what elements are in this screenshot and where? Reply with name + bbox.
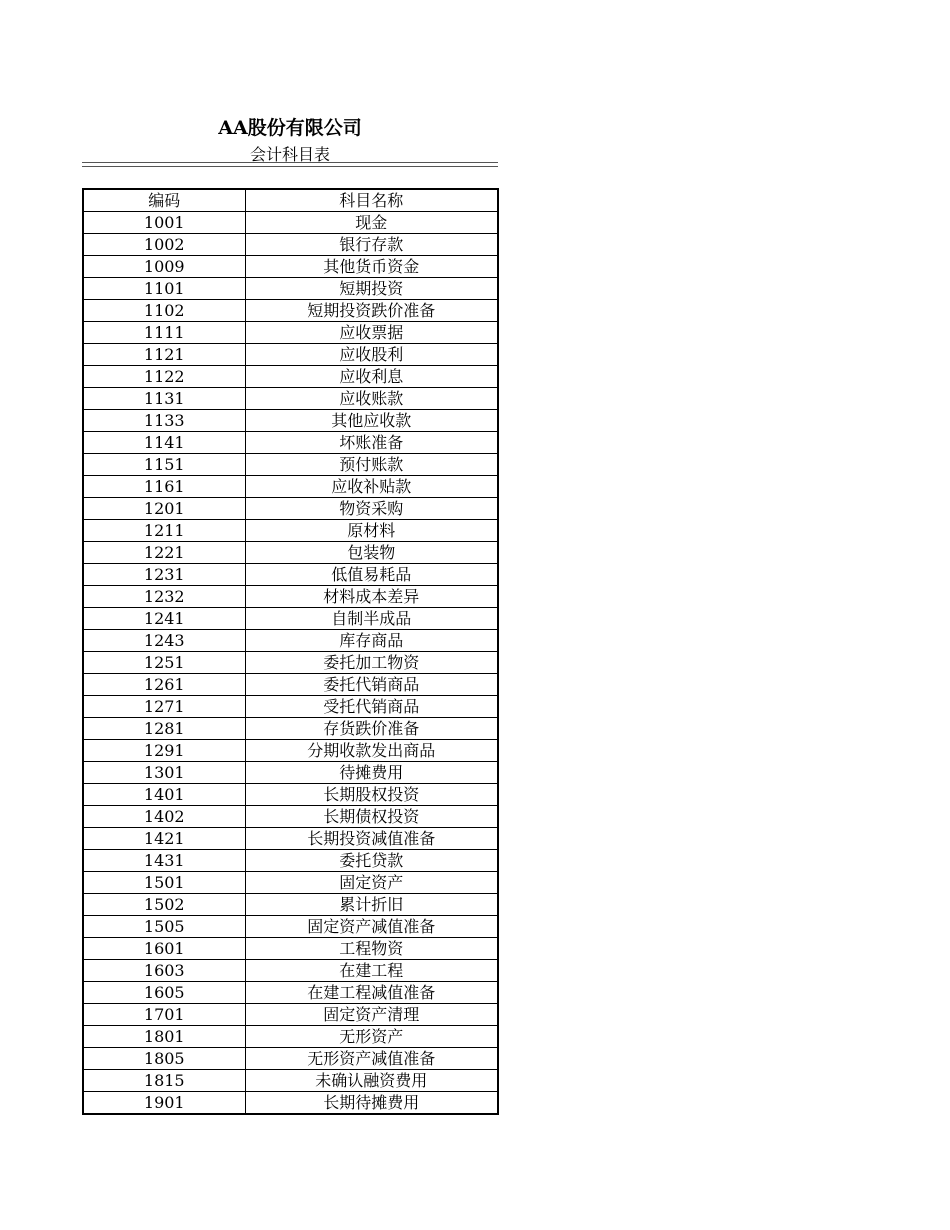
table-row xyxy=(83,498,498,520)
header-name: 科目名称 xyxy=(245,189,498,212)
account-name-cell: 委托贷款 xyxy=(245,850,498,872)
account-name-cell: 存货跌价准备 xyxy=(245,718,498,740)
account-code-cell: 1431 xyxy=(83,850,245,872)
table-row xyxy=(83,938,498,960)
table-row xyxy=(83,960,498,982)
table-row xyxy=(83,872,498,894)
account-name-cell: 委托代销商品 xyxy=(245,674,498,696)
account-code-cell: 1102 xyxy=(83,300,245,322)
account-name-cell: 在建工程 xyxy=(245,960,498,982)
table-row xyxy=(83,894,498,916)
account-code-cell: 1122 xyxy=(83,366,245,388)
table-row xyxy=(83,630,498,652)
account-name-cell: 材料成本差异 xyxy=(245,586,498,608)
account-name-cell: 待摊费用 xyxy=(245,762,498,784)
account-name-cell: 无形资产减值准备 xyxy=(245,1048,498,1070)
table-row xyxy=(83,454,498,476)
table-row xyxy=(83,982,498,1004)
table-row xyxy=(83,410,498,432)
account-code-cell: 1281 xyxy=(83,718,245,740)
account-code-cell: 1421 xyxy=(83,828,245,850)
account-name-cell: 工程物资 xyxy=(245,938,498,960)
account-code-cell: 1505 xyxy=(83,916,245,938)
account-name-cell: 固定资产减值准备 xyxy=(245,916,498,938)
account-name-cell: 无形资产 xyxy=(245,1026,498,1048)
table-row xyxy=(83,564,498,586)
table-row xyxy=(83,1004,498,1026)
account-name-cell: 应收股利 xyxy=(245,344,498,366)
account-code-cell: 1251 xyxy=(83,652,245,674)
account-name-cell: 应收账款 xyxy=(245,388,498,410)
account-code-cell: 1002 xyxy=(83,234,245,256)
account-name-cell: 应收补贴款 xyxy=(245,476,498,498)
account-code-cell: 1161 xyxy=(83,476,245,498)
account-name-cell: 累计折旧 xyxy=(245,894,498,916)
account-code-cell: 1501 xyxy=(83,872,245,894)
table-row xyxy=(83,256,498,278)
table-row xyxy=(83,1048,498,1070)
account-name-cell: 低值易耗品 xyxy=(245,564,498,586)
header-code: 编码 xyxy=(83,189,245,212)
account-code-cell: 1603 xyxy=(83,960,245,982)
table-row xyxy=(83,696,498,718)
account-name-cell: 未确认融资费用 xyxy=(245,1070,498,1092)
table-row xyxy=(83,476,498,498)
table-row xyxy=(83,366,498,388)
table-row xyxy=(83,762,498,784)
table-row xyxy=(83,806,498,828)
account-code-cell: 1261 xyxy=(83,674,245,696)
account-name-cell: 其他应收款 xyxy=(245,410,498,432)
account-code-cell: 1243 xyxy=(83,630,245,652)
account-name-cell: 在建工程减值准备 xyxy=(245,982,498,1004)
table-row xyxy=(83,344,498,366)
account-code-cell: 1141 xyxy=(83,432,245,454)
account-name-cell: 库存商品 xyxy=(245,630,498,652)
account-name-cell: 短期投资 xyxy=(245,278,498,300)
account-code-cell: 1502 xyxy=(83,894,245,916)
table-row xyxy=(83,1070,498,1092)
account-name-cell: 应收利息 xyxy=(245,366,498,388)
account-name-cell: 委托加工物资 xyxy=(245,652,498,674)
table-row xyxy=(83,586,498,608)
account-name-cell: 银行存款 xyxy=(245,234,498,256)
table-row xyxy=(83,652,498,674)
account-code-cell: 1001 xyxy=(83,212,245,234)
account-code-cell: 1402 xyxy=(83,806,245,828)
account-name-cell: 长期股权投资 xyxy=(245,784,498,806)
account-code-cell: 1605 xyxy=(83,982,245,1004)
company-title: AA股份有限公司 xyxy=(218,117,362,139)
table-row xyxy=(83,608,498,630)
table-header-row xyxy=(83,189,498,212)
table-row xyxy=(83,674,498,696)
account-code-cell: 1201 xyxy=(83,498,245,520)
account-name-cell: 长期债权投资 xyxy=(245,806,498,828)
table-row xyxy=(83,520,498,542)
account-code-cell: 1241 xyxy=(83,608,245,630)
account-code-cell: 1221 xyxy=(83,542,245,564)
account-code-cell: 1131 xyxy=(83,388,245,410)
account-name-cell: 长期待摊费用 xyxy=(245,1092,498,1115)
account-code-cell: 1901 xyxy=(83,1092,245,1115)
account-name-cell: 坏账准备 xyxy=(245,432,498,454)
account-name-cell: 固定资产 xyxy=(245,872,498,894)
table-body xyxy=(83,189,498,1114)
table-row xyxy=(83,718,498,740)
account-code-cell: 1291 xyxy=(83,740,245,762)
table-row xyxy=(83,300,498,322)
document-subtitle: 会计科目表 xyxy=(249,145,330,164)
account-name-cell: 固定资产清理 xyxy=(245,1004,498,1026)
account-code-cell: 1815 xyxy=(83,1070,245,1092)
title-divider xyxy=(82,162,498,167)
table-row xyxy=(83,916,498,938)
account-name-cell: 受托代销商品 xyxy=(245,696,498,718)
account-name-cell: 物资采购 xyxy=(245,498,498,520)
table-row xyxy=(83,542,498,564)
account-name-cell: 其他货币资金 xyxy=(245,256,498,278)
account-code-cell: 1271 xyxy=(83,696,245,718)
account-code-cell: 1701 xyxy=(83,1004,245,1026)
account-code-cell: 1151 xyxy=(83,454,245,476)
account-code-cell: 1211 xyxy=(83,520,245,542)
account-code-cell: 1133 xyxy=(83,410,245,432)
account-name-cell: 预付账款 xyxy=(245,454,498,476)
table-row xyxy=(83,278,498,300)
table-row xyxy=(83,212,498,234)
account-code-cell: 1232 xyxy=(83,586,245,608)
account-code-cell: 1231 xyxy=(83,564,245,586)
table-row xyxy=(83,234,498,256)
chart-of-accounts-table xyxy=(82,188,499,1115)
table-row xyxy=(83,432,498,454)
table-row xyxy=(83,784,498,806)
account-code-cell: 1301 xyxy=(83,762,245,784)
account-name-cell: 短期投资跌价准备 xyxy=(245,300,498,322)
account-name-cell: 长期投资减值准备 xyxy=(245,828,498,850)
account-name-cell: 分期收款发出商品 xyxy=(245,740,498,762)
account-code-cell: 1601 xyxy=(83,938,245,960)
account-name-cell: 原材料 xyxy=(245,520,498,542)
table-row xyxy=(83,1092,498,1115)
table-row xyxy=(83,322,498,344)
account-code-cell: 1401 xyxy=(83,784,245,806)
table-row xyxy=(83,828,498,850)
account-code-cell: 1101 xyxy=(83,278,245,300)
table-row xyxy=(83,850,498,872)
account-name-cell: 应收票据 xyxy=(245,322,498,344)
table-row xyxy=(83,740,498,762)
account-code-cell: 1009 xyxy=(83,256,245,278)
account-code-cell: 1121 xyxy=(83,344,245,366)
table-row xyxy=(83,388,498,410)
account-code-cell: 1111 xyxy=(83,322,245,344)
account-code-cell: 1805 xyxy=(83,1048,245,1070)
account-code-cell: 1801 xyxy=(83,1026,245,1048)
table-row xyxy=(83,1026,498,1048)
account-name-cell: 包装物 xyxy=(245,542,498,564)
account-name-cell: 自制半成品 xyxy=(245,608,498,630)
account-name-cell: 现金 xyxy=(245,212,498,234)
